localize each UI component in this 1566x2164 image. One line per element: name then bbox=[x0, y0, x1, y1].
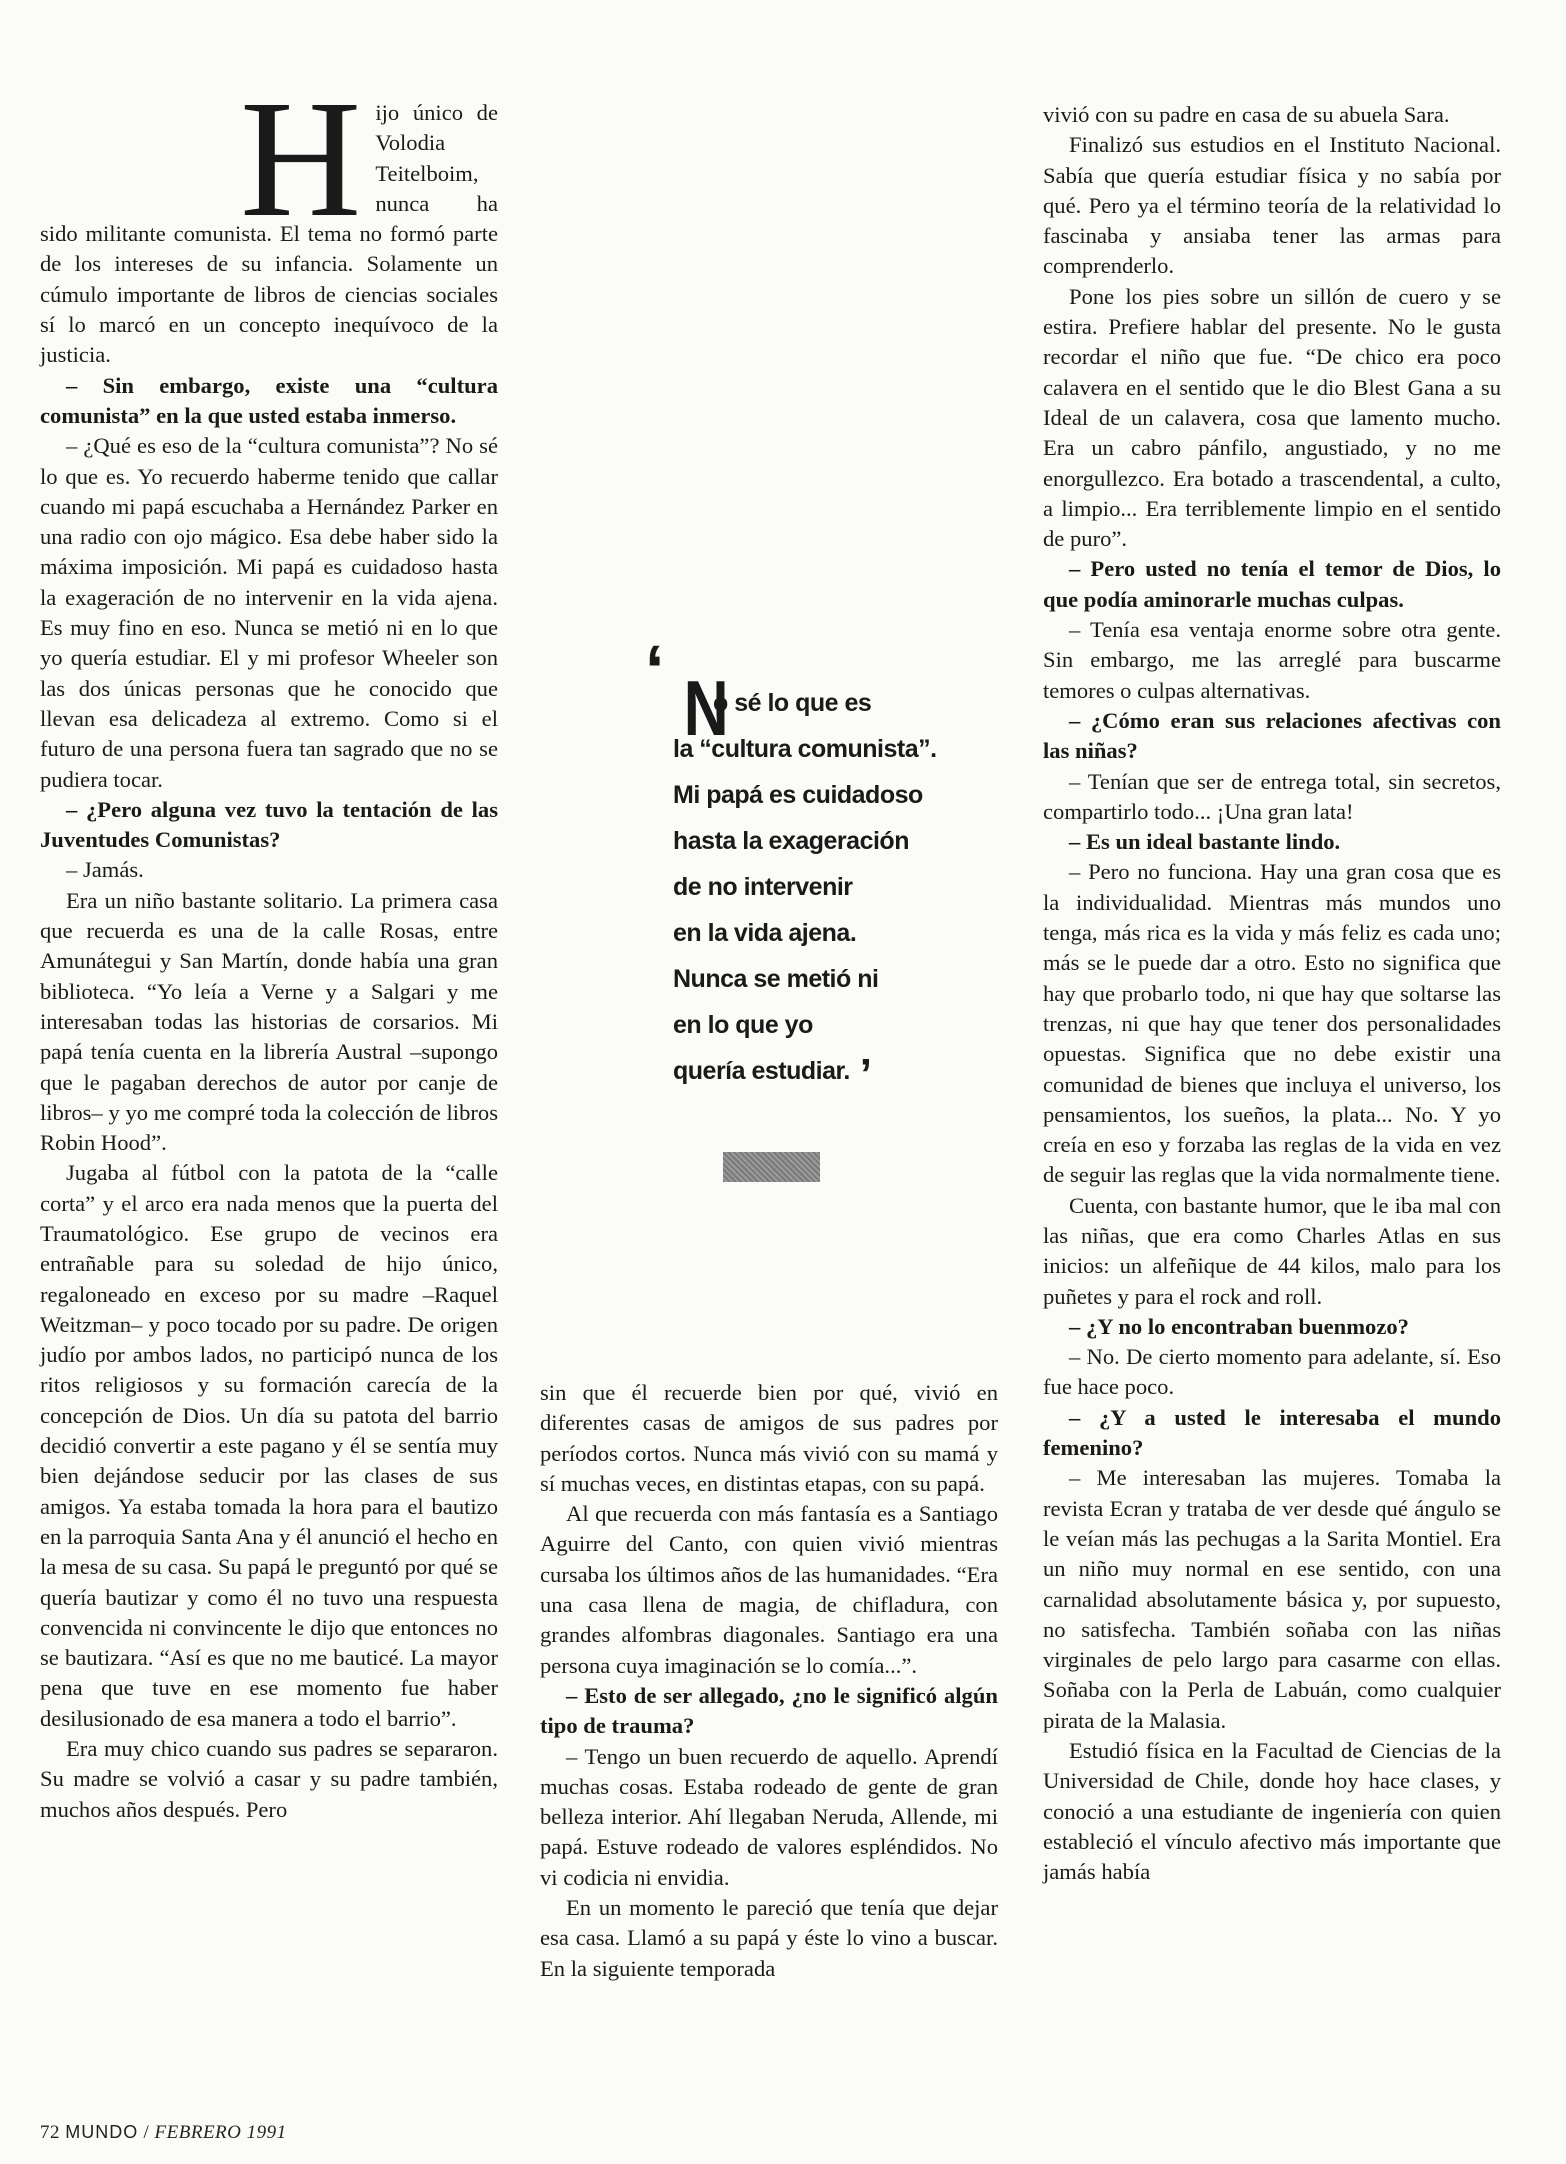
interview-question: – ¿Y no lo encontraban buenmozo? bbox=[1069, 1313, 1409, 1339]
left-column bbox=[40, 66, 498, 1825]
continued-paragraph: vivió con su padre en casa de su abuela Sara. bbox=[1043, 102, 1450, 127]
interview-question: – ¿Y a usted le interesaba el mundo femenino? bbox=[1043, 1404, 1501, 1461]
pull-quote-initial: N bbox=[683, 664, 729, 752]
pull-quote-line-text: o sé lo que es bbox=[713, 689, 872, 717]
body-paragraph: Al que recuerda con más fantasía es a Santiago Aguirre del Canto, con quien vivió mientras cursaba los últimos años de las humanidades. “Era una casa llena de magia, de chifladura, con grandes alfombras diagonales. Santiago era una persona cuya imaginación se lo comía...”. bbox=[540, 1501, 998, 1678]
interview-question: – Sin embargo, existe una “cultura comunista” en la que usted estaba inmerso. bbox=[40, 372, 498, 428]
pull-quote-bar bbox=[723, 1152, 820, 1182]
pull-quote-line bbox=[673, 726, 973, 772]
body-paragraph: – Tenía esa ventaja enorme sobre otra gente. Sin embargo, me las arreglé para buscarme temores o culpas alternativas. bbox=[1043, 617, 1501, 703]
body-paragraph: Jugaba al fútbol con la patota de la “calle corta” y el arco era nada menos que la puerta del Traumatológico. Ese grupo de vecinos era entrañable para su soledad de hijo único, regaloneado en exceso por su madre –Raquel Weitzman– y poco tocado por su padre. De origen judío por ambos lados, no participó nunca de los ritos religiosos y su formación carecía de la concepción de Dios. Un día su patota del barrio decidió convertir a este pagano y él se sentía muy bien dejándose seducir por las clases de sus amigos. Ya estaba tomada la hora para el bautizo en la parroquia Santa Ana y él anunció el hecho en la mesa de su casa. Su papá le preguntó por qué se quería bautizar y como él no tuvo una respuesta convencida ni convincente le dijo que entonces no se bautizara. “Así es que no me bauticé. La mayor pena que tuve en ese momento fue haber desilusionado de esa manera a todo el barrio”. bbox=[40, 1160, 498, 1731]
page-number: 72 bbox=[40, 2122, 60, 2143]
body-paragraph: Finalizó sus estudios en el Instituto Nacional. Sabía que quería estudiar física y no sabía por qué. Pero ya el término teoría de la relatividad lo fascinaba y ansiaba tener las armas para comprenderlo. bbox=[1043, 132, 1501, 279]
body-paragraph: Cuenta, con bastante humor, que le iba mal con las niñas, que era como Charles Atlas en sus inicios: un alfeñique de 44 kilos, malo para los puñetes y para el rock and roll. bbox=[1043, 1192, 1501, 1309]
right-column bbox=[1043, 100, 1501, 1888]
footer-separator: / bbox=[143, 2122, 150, 2143]
body-paragraph: Pone los pies sobre un sillón de cuero y se estira. Prefiere hablar del presente. No le gusta recordar el niño que fue. “De chico era poco calavera en el sentido que le dio Blest Gana a su Ideal de un calavera, cosa que lamento mucho. Era un cabro pánfilo, angustiado, y no me enorgullezco. Era botado a trascendental, a culto, a limpio... Era terriblemente limpio en el sentido de puro”. bbox=[1043, 283, 1501, 552]
pull-quote-line-text: en la vida ajena. bbox=[673, 919, 857, 947]
interview-question: – Esto de ser allegado, ¿no le significó algún tipo de trauma? bbox=[540, 1682, 998, 1739]
pull-quote-line-text: hasta la exageración bbox=[673, 827, 909, 855]
interview-question: – ¿Pero alguna vez tuvo la tentación de las Juventudes Comunistas? bbox=[40, 796, 498, 853]
pull-quote-line-text: Mi papá es cuidadoso bbox=[673, 781, 923, 809]
pull-quote-line-text: en lo que yo bbox=[673, 1011, 813, 1039]
pull-quote-line bbox=[673, 680, 973, 726]
pull-quote-line-text: Nunca se metió ni bbox=[673, 965, 879, 993]
continued-paragraph: sin que él recuerde bien por qué, vivió en diferentes casas de amigos de sus padres por períodos cortos. Nunca más vivió con su mamá y sí muchas veces, en distintas etapas, con su papá. bbox=[540, 1380, 998, 1496]
body-paragraph: – Me interesaban las mujeres. Tomaba la revista Ecran y trataba de ver desde qué ángulo se le veían más las pechugas a la Sarita Montiel. Era un niño muy normal en ese sentido, con una carnalidad absolutamente básica y, por supuesto, no satisfecha. También soñaba con las niñas virginales de pelo largo para casarme con ellas. Soñaba con la Perla de Labuán, como cualquier pirata de la Malasia. bbox=[1043, 1465, 1501, 1733]
pull-quote-line bbox=[673, 772, 973, 818]
pull-quote-line-text: la “cultura comunista”. bbox=[673, 735, 937, 763]
interview-question: – Es un ideal bastante lindo. bbox=[1069, 829, 1341, 855]
interview-question: – Pero usted no tenía el temor de Dios, lo que podía aminorarle muchas culpas. bbox=[1043, 556, 1501, 612]
magazine-name: MUNDO bbox=[65, 2122, 139, 2142]
body-paragraph bbox=[40, 66, 498, 371]
middle-column bbox=[540, 1378, 998, 1984]
body-paragraph: Estudió física en la Facultad de Ciencias de la Universidad de Chile, donde hoy hace clases, y conoció a una estudiante de ingeniería con quien estableció el vínculo afectivo más importante que jamás había bbox=[1043, 1738, 1501, 1885]
pull-quote-line bbox=[673, 1048, 973, 1099]
lead-text: ijo único de Volodia Teitelboim, nunca ha sido militante comunista. El tema no formó parte de los intereses de su infancia. Solamente un cúmulo importante de libros de ciencias sociales sí lo marcó en un concepto inequívoco de la justicia. bbox=[40, 100, 498, 368]
pull-quote-line bbox=[673, 956, 973, 1002]
pull-quote-open-mark: ‘ bbox=[645, 631, 665, 709]
body-paragraph: – Jamás. bbox=[66, 857, 144, 883]
body-paragraph: – Tenían que ser de entrega total, sin secretos, compartirlo todo... ¡Una gran lata! bbox=[1043, 768, 1501, 824]
body-paragraph: – No. De cierto momento para adelante, sí. Eso fue hace poco. bbox=[1043, 1344, 1501, 1400]
body-paragraph: – Tengo un buen recuerdo de aquello. Aprendí muchas cosas. Estaba rodeado de gente de gran belleza interior. Ahí llegaban Neruda, Allende, mi papá. Estuve rodeado de valores espléndidos. No vi codicia ni envidia. bbox=[540, 1743, 998, 1890]
pull-quote-line bbox=[673, 818, 973, 864]
pull-quote-line bbox=[673, 864, 973, 910]
pull-quote bbox=[673, 664, 973, 1099]
drop-cap: H bbox=[240, 66, 362, 252]
pull-quote-line-text: quería estudiar. bbox=[673, 1057, 850, 1085]
body-paragraph: Era muy chico cuando sus padres se separaron. Su madre se volvió a casar y su padre también, muchos años después. Pero bbox=[40, 1736, 498, 1822]
pull-quote-line bbox=[673, 910, 973, 956]
interview-question: – ¿Cómo eran sus relaciones afectivas con las niñas? bbox=[1043, 707, 1501, 764]
body-paragraph: – Pero no funciona. Hay una gran cosa que es la individualidad. Mientras más mundos uno tenga, más rica es la vida y más feliz es cada uno; más se le puede dar a otro. Esto no significa que hay que probarlo todo, ni que hay que soltarse las trenzas, ni que hay que tener dos personalidades opuestas. Significa que no debe existir una comunidad de bienes que incluya el universo, los pensamientos, los sueños, la plata... No. Y yo creía en eso y forzaba las reglas de la vida en vez de seguir las reglas que la vida normalmente tiene. bbox=[1043, 859, 1501, 1188]
pull-quote-line-text: de no intervenir bbox=[673, 873, 853, 901]
body-paragraph: Era un niño bastante solitario. La primera casa que recuerda es una de la calle Rosas, entre Amunátegui y San Martín, donde había una gran biblioteca. “Yo leía a Verne y a Salgari y me interesaban todas las historias de corsarios. Mi papá tenía cuenta en la librería Austral –supongo que le pagaban derechos de autor por canje de libros– y yo me compré toda la colección de libros Robin Hood”. bbox=[40, 887, 498, 1156]
pull-quote-line bbox=[673, 1002, 973, 1048]
pull-quote-close-mark: ’ bbox=[859, 1050, 872, 1099]
body-paragraph: – ¿Qué es eso de la “cultura comunista”? No sé lo que es. Yo recuerdo haberme tenido que callar cuando mi papá escuchaba a Hernández Parker en una radio con ojo mágico. Esa debe haber sido la máxima imposición. Mi papá es cuidadoso hasta la exageración de no intervenir en la vida ajena. Es muy fino en eso. Nunca se metió ni en lo que yo quería estudiar. El y mi profesor Wheeler son las dos únicas personas que he conocido que llevan esa delicadeza al extremo. Como si el futuro de una persona fuera tan sagrado que no se pudiera tocar. bbox=[40, 433, 498, 792]
page-footer bbox=[40, 2122, 287, 2144]
issue-date: FEBRERO 1991 bbox=[154, 2122, 287, 2143]
body-paragraph: En un momento le pareció que tenía que dejar esa casa. Llamó a su papá y éste lo vino a buscar. En la siguiente temporada bbox=[540, 1895, 998, 1981]
